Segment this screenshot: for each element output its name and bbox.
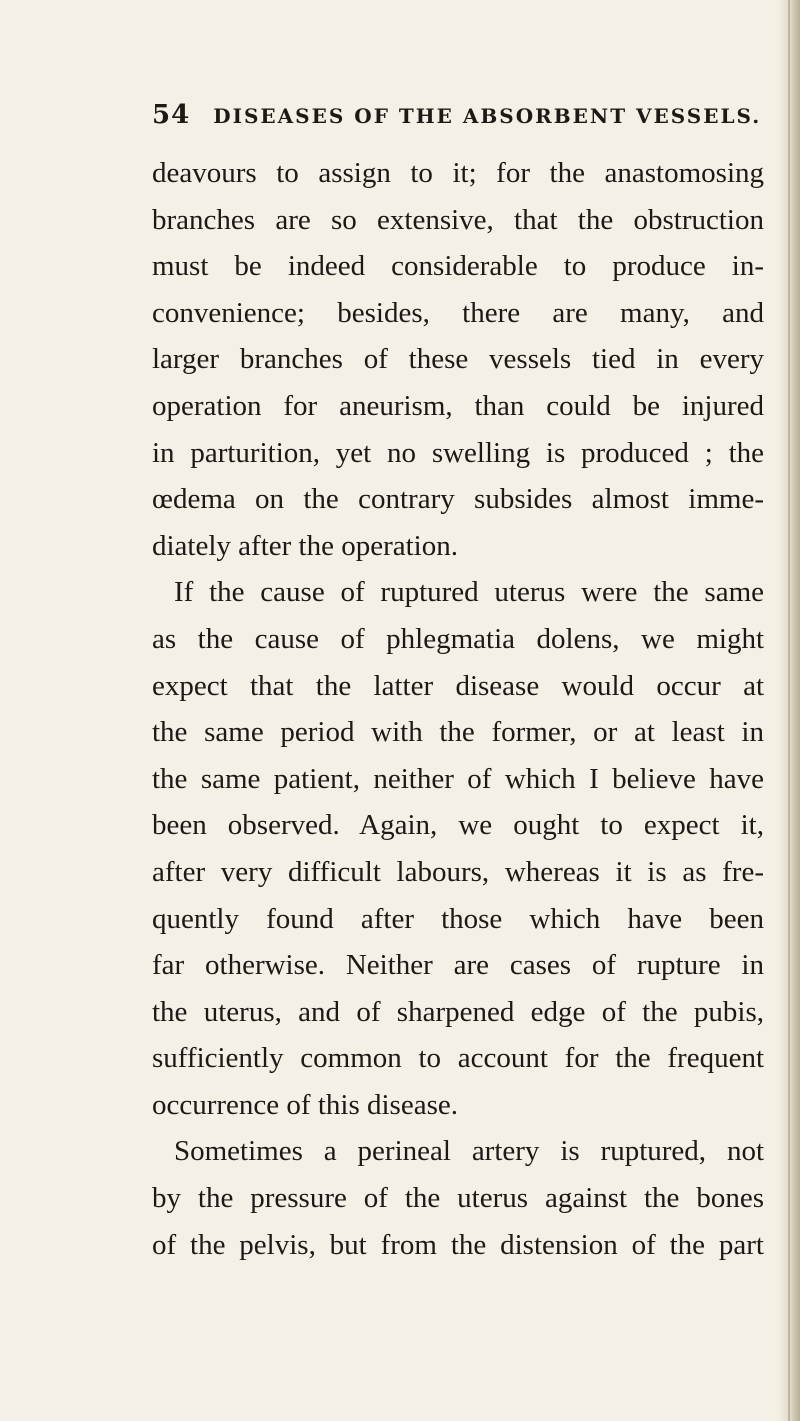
running-title: DISEASES OF THE ABSORBENT VESSELS. — [213, 104, 762, 128]
text-line: the uterus, and of sharpened edge of the pubis, — [152, 995, 764, 1028]
text-line: the same period with the former, or at least in — [152, 716, 764, 749]
text-line: of the pelvis, but from the distension of the part — [152, 1228, 764, 1261]
text-line: sufficiently common to account for the frequent — [152, 1042, 764, 1075]
text-line: deavours to assign to it; for the anastomosing — [152, 157, 764, 189]
text-line: as the cause of phlegmatia dolens, we might — [152, 622, 764, 655]
body-text — [152, 150, 764, 1268]
text-line: in parturition, yet no swelling is produced ; the — [152, 436, 764, 469]
text-line: far otherwise. Neither are cases of rupture in — [152, 949, 764, 982]
text-line: must be indeed considerable to produce in- — [152, 250, 764, 283]
page-header — [152, 100, 762, 150]
text-line: occurrence of this disease. — [152, 1088, 458, 1121]
text-line: convenience; besides, there are many, and — [152, 296, 764, 329]
text-line: œdema on the contrary subsides almost imme- — [152, 483, 764, 516]
text-line: diately after the operation. — [152, 529, 458, 562]
text-line: by the pressure of the uterus against the bones — [152, 1182, 764, 1215]
text-line: after very difficult labours, whereas it is as fre- — [152, 855, 764, 888]
text-line: branches are so extensive, that the obstruction — [152, 203, 764, 236]
text-line: Sometimes a perineal artery is ruptured, not — [174, 1135, 764, 1168]
page-edge-line — [788, 0, 790, 1421]
text-line: expect that the latter disease would occur at — [152, 669, 764, 702]
text-line: the same patient, neither of which I believe have — [152, 762, 764, 795]
text-line: larger branches of these vessels tied in every — [152, 343, 764, 376]
text-line: If the cause of ruptured uterus were the same — [174, 576, 764, 609]
text-line: been observed. Again, we ought to expect it, — [152, 809, 764, 842]
text-line: quently found after those which have been — [152, 902, 764, 935]
page-number: 54 — [152, 100, 191, 130]
text-line: operation for aneurism, than could be injured — [152, 389, 764, 422]
